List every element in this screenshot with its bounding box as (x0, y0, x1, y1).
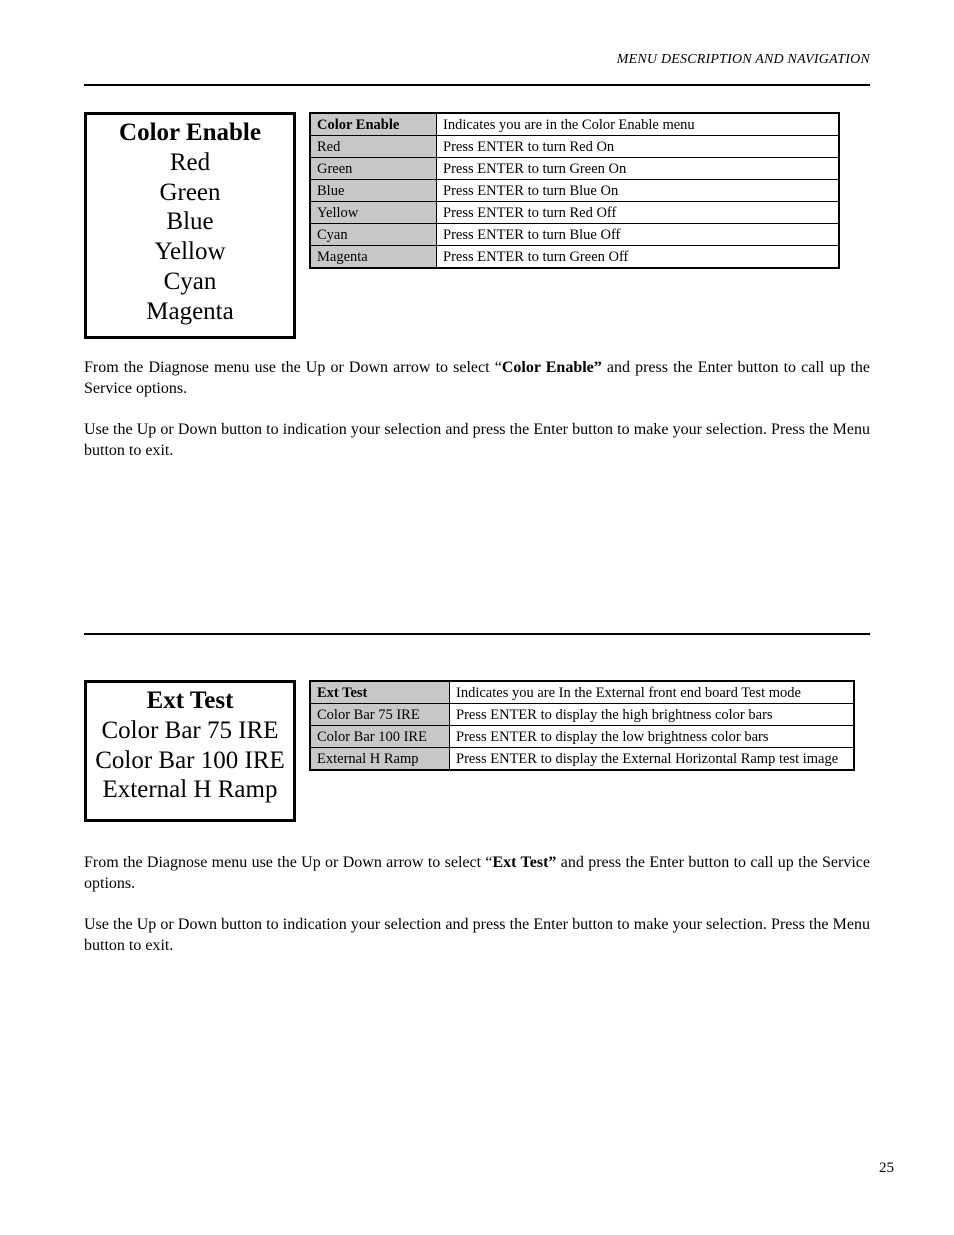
menu-box-item: Red (169, 148, 211, 176)
page-number: 25 (879, 1160, 894, 1176)
ext-test-menu-box (84, 680, 296, 822)
table-row (310, 224, 839, 246)
menu-box-item: Cyan (163, 267, 217, 295)
menu-name-emphasis: Ext Test” (492, 854, 557, 871)
ext-test-table (309, 680, 855, 771)
table-description-cell: Press ENTER to turn Green On (437, 158, 840, 180)
color-enable-instructions-2: Use the Up or Down button to indication your selection and press the Enter button to make your selection. Press the Menu button to exit. (84, 421, 870, 459)
table-description-cell: Press ENTER to display the low brightness color bars (450, 726, 855, 748)
table-key-cell: Color Enable (310, 113, 437, 136)
table-row (310, 681, 854, 704)
paragraph-text: and press the Enter button to call up the Service options. (84, 854, 871, 892)
color-enable-menu-box (84, 112, 296, 339)
table-description-cell: Indicates you are In the External front end board Test mode (450, 681, 855, 704)
top-divider (84, 84, 870, 86)
menu-box-item: Green (159, 178, 221, 206)
running-header: MENU DESCRIPTION AND NAVIGATION (616, 52, 870, 67)
table-key-cell: Yellow (310, 202, 437, 224)
table-key-cell: Magenta (310, 246, 437, 269)
table-row (310, 726, 854, 748)
menu-box-item: Blue (166, 208, 214, 236)
table-description-cell: Press ENTER to turn Red On (437, 136, 840, 158)
table-row (310, 113, 839, 136)
table-description-cell: Press ENTER to turn Green Off (437, 246, 840, 269)
ext-test-instructions-1 (84, 852, 870, 894)
table-row (310, 158, 839, 180)
menu-box-item: External H Ramp (102, 776, 278, 804)
table-description-cell: Press ENTER to turn Blue On (437, 180, 840, 202)
table-description-cell: Press ENTER to display the External Horizontal Ramp test image (450, 748, 855, 771)
table-row (310, 180, 839, 202)
table-key-cell: Color Bar 100 IRE (310, 726, 450, 748)
menu-name-emphasis: Color Enable” (501, 359, 602, 376)
ext-test-instructions-2: Use the Up or Down button to indication your selection and press the Enter button to make your selection. Press the Menu button to exit. (84, 916, 870, 954)
paragraph-text: From the Diagnose menu use the Up or Down arrow to select “ (84, 854, 493, 871)
table-description-cell: Press ENTER to turn Blue Off (437, 224, 840, 246)
table-key-cell: Green (310, 158, 437, 180)
menu-box-item: Yellow (154, 238, 226, 266)
table-key-cell: Ext Test (310, 681, 450, 704)
menu-box-title: Color Enable (119, 119, 261, 146)
table-row (310, 136, 839, 158)
menu-box-item: Color Bar 75 IRE (101, 716, 279, 744)
color-enable-table (309, 112, 840, 269)
paragraph-text: From the Diagnose menu use the Up or Down arrow to select “ (84, 359, 502, 376)
table-description-cell: Press ENTER to display the high brightness color bars (450, 704, 855, 726)
table-row (310, 704, 854, 726)
table-key-cell: Color Bar 75 IRE (310, 704, 450, 726)
section-divider (84, 633, 870, 635)
table-key-cell: Blue (310, 180, 437, 202)
table-key-cell: Red (310, 136, 437, 158)
table-key-cell: Cyan (310, 224, 437, 246)
table-description-cell: Indicates you are in the Color Enable menu (437, 113, 840, 136)
table-key-cell: External H Ramp (310, 748, 450, 771)
table-row (310, 246, 839, 269)
menu-box-title: Ext Test (146, 687, 234, 714)
menu-box-item: Color Bar 100 IRE (95, 746, 285, 774)
table-row (310, 748, 854, 771)
color-enable-instructions-1 (84, 357, 870, 399)
table-row (310, 202, 839, 224)
table-description-cell: Press ENTER to turn Red Off (437, 202, 840, 224)
paragraph-text: and press the Enter button to call up the Service options. (84, 359, 871, 397)
menu-box-item: Magenta (146, 297, 234, 325)
